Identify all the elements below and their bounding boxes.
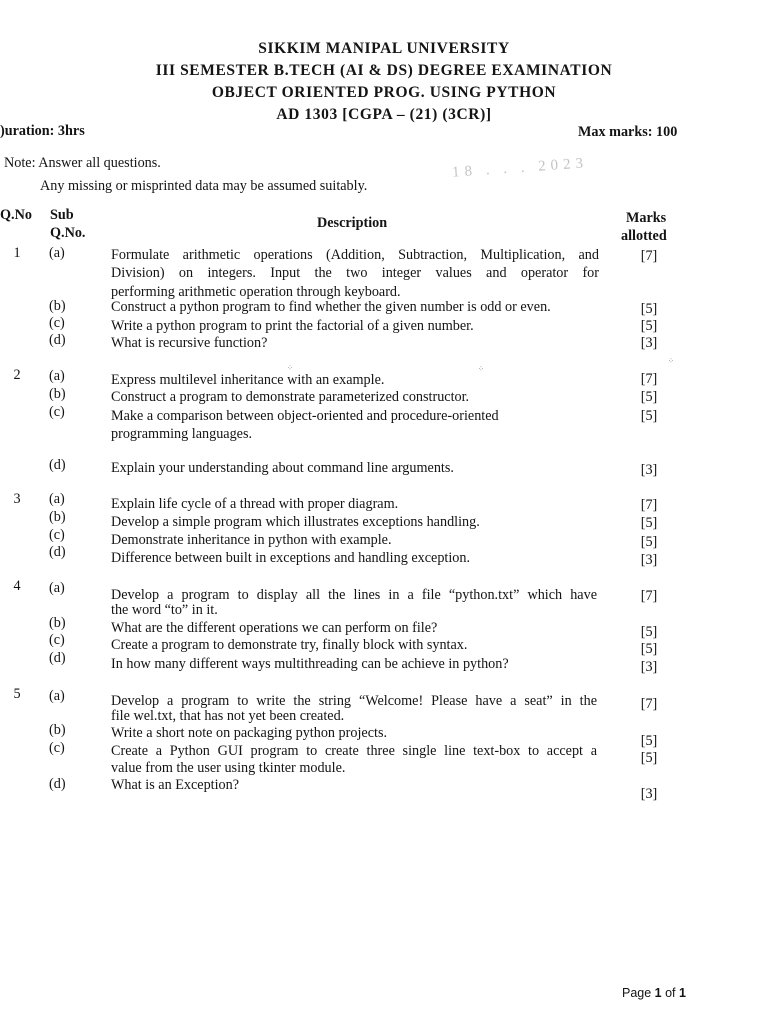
page-current: 1 — [654, 986, 662, 1000]
marks-value: [5] — [640, 624, 658, 640]
marks-value: [3] — [640, 659, 658, 675]
sub-question-label: (b) — [49, 722, 66, 738]
ink-speck: ⁘ — [478, 365, 484, 373]
sub-question-label: (d) — [49, 650, 66, 666]
max-marks: Max marks: 100 — [578, 124, 678, 140]
sub-question-label: (c) — [49, 404, 65, 420]
marks-value: [5] — [640, 733, 658, 749]
page-indicator — [622, 986, 686, 1000]
marks-value: [7] — [640, 497, 658, 513]
sub-question-label: (b) — [49, 509, 66, 525]
sub-question-label: (d) — [49, 332, 66, 348]
question-number: 1 — [13, 245, 21, 261]
marks-value: [3] — [640, 335, 658, 351]
question-line: Create a Python GUI program to create three single line text-box to accept a — [111, 743, 597, 759]
sub-question-label: (b) — [49, 386, 66, 402]
sub-question-label: (c) — [49, 740, 65, 756]
marks-value: [5] — [640, 408, 658, 424]
ink-speck: ⁘ — [668, 357, 674, 365]
sub-question-label: (a) — [49, 580, 65, 596]
question-line: file wel.txt, that has not yet been created. — [111, 708, 345, 724]
sub-question-label: (c) — [49, 632, 65, 648]
marks-value: [5] — [640, 641, 658, 657]
university-name: SIKKIM MANIPAL UNIVERSITY — [258, 40, 510, 57]
marks-value: [3] — [640, 462, 658, 478]
question-line: Develop a program to display all the lines in a file “python.txt” which have — [111, 587, 597, 603]
question-number: 4 — [13, 578, 21, 594]
col-header-marks-1: Marks — [626, 210, 667, 226]
question-line: What are the different operations we can perform on file? — [111, 620, 438, 636]
col-header-description: Description — [317, 215, 388, 231]
date-stamp: 18 . . . 2023 — [451, 155, 589, 181]
page-total: 1 — [679, 986, 686, 1000]
question-line: Difference between built in exceptions and handling exception. — [111, 550, 471, 566]
marks-value: [7] — [640, 371, 658, 387]
question-line: Make a comparison between object-oriented and procedure-oriented — [111, 408, 499, 424]
marks-value: [7] — [640, 588, 658, 604]
note-line-1: Note: Answer all questions. — [4, 155, 161, 171]
question-line: Write a short note on packaging python projects. — [111, 725, 388, 741]
sub-question-label: (d) — [49, 457, 66, 473]
marks-value: [7] — [640, 696, 658, 712]
duration: )uration: 3hrs — [0, 123, 85, 139]
col-header-marks-2: allotted — [621, 228, 667, 244]
question-line: Explain life cycle of a thread with proper diagram. — [111, 496, 399, 512]
marks-value: [5] — [640, 515, 658, 531]
subject-title: OBJECT ORIENTED PROG. USING PYTHON — [211, 84, 557, 101]
marks-value: [5] — [640, 750, 658, 766]
question-line: Construct a python program to find whether the given number is odd or even. — [111, 299, 551, 315]
page-of: of — [661, 986, 679, 1000]
marks-value: [5] — [640, 389, 658, 405]
sub-question-label: (a) — [49, 491, 65, 507]
marks-value: [3] — [640, 786, 658, 802]
question-line: Write a python program to print the factorial of a given number. — [111, 318, 474, 334]
sub-question-label: (d) — [49, 776, 66, 792]
page-prefix: Page — [622, 986, 655, 1000]
marks-value: [7] — [640, 248, 658, 264]
question-number: 2 — [13, 367, 21, 383]
note-line-2: Any missing or misprinted data may be assumed suitably. — [40, 178, 368, 194]
question-line: Create a program to demonstrate try, finally block with syntax. — [111, 637, 468, 653]
question-line: Division) on integers. Input the two integer values and operator for — [111, 265, 599, 281]
sub-question-label: (a) — [49, 368, 65, 384]
question-line: Formulate arithmetic operations (Addition, Subtraction, Multiplication, and — [111, 247, 599, 263]
question-line: What is recursive function? — [111, 335, 268, 351]
question-line: Explain your understanding about command line arguments. — [111, 460, 454, 476]
col-header-qno: Q.No — [0, 207, 32, 223]
question-line: Develop a simple program which illustrates exceptions handling. — [111, 514, 480, 530]
sub-question-label: (a) — [49, 245, 65, 261]
marks-value: [5] — [640, 301, 658, 317]
question-number: 5 — [13, 686, 21, 702]
question-line: Develop a program to write the string “Welcome! Please have a seat” in the — [111, 693, 597, 709]
exam-title: III SEMESTER B.TECH (AI & DS) DEGREE EXAMINATION — [155, 62, 613, 79]
ink-speck: ⁘ — [287, 364, 293, 372]
sub-question-label: (b) — [49, 298, 66, 314]
question-line: Express multilevel inheritance with an example. — [111, 372, 385, 388]
marks-value: [3] — [640, 552, 658, 568]
question-line: programming languages. — [111, 426, 253, 442]
sub-question-label: (c) — [49, 527, 65, 543]
sub-question-label: (c) — [49, 315, 65, 331]
question-line: In how many different ways multithreading can be achieve in python? — [111, 656, 509, 672]
question-line: value from the user using tkinter module. — [111, 760, 346, 776]
sub-question-label: (b) — [49, 615, 66, 631]
col-header-sub-2: Q.No. — [50, 225, 86, 241]
col-header-sub-1: Sub — [50, 207, 74, 223]
question-number: 3 — [13, 491, 21, 507]
question-line: Demonstrate inheritance in python with example. — [111, 532, 392, 548]
question-line: performing arithmetic operation through keyboard. — [111, 284, 401, 300]
marks-value: [5] — [640, 534, 658, 550]
question-line: Construct a program to demonstrate parameterized constructor. — [111, 389, 470, 405]
sub-question-label: (d) — [49, 544, 66, 560]
question-line: What is an Exception? — [111, 777, 240, 793]
question-line: the word “to” in it. — [111, 602, 218, 618]
course-code: AD 1303 [CGPA – (21) (3CR)] — [276, 106, 492, 123]
sub-question-label: (a) — [49, 688, 65, 704]
marks-value: [5] — [640, 318, 658, 334]
